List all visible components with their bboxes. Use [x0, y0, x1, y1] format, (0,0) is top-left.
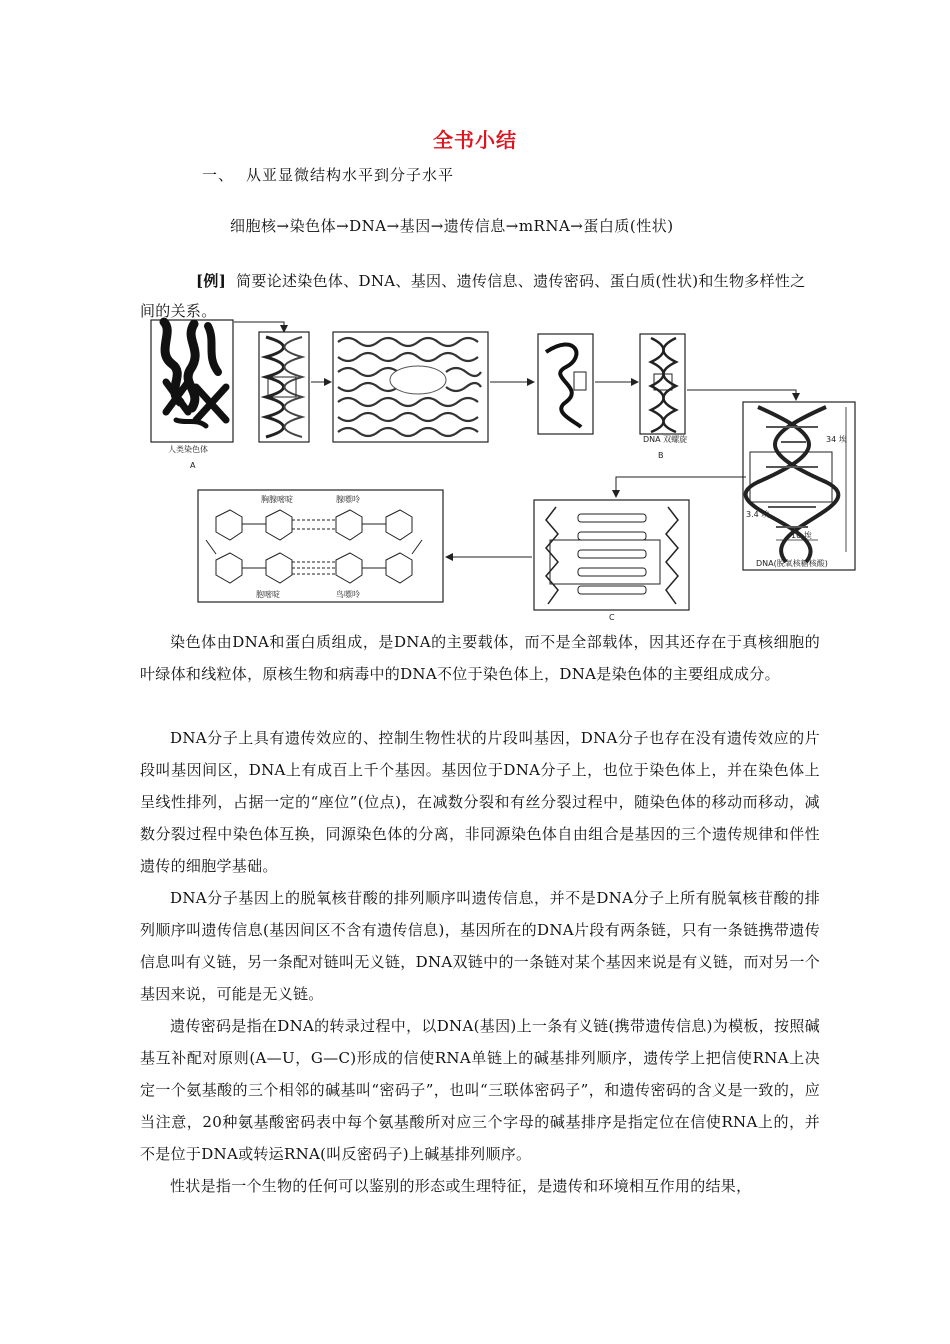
- dna-helix-small-panel: [640, 334, 687, 460]
- paragraph-5: 性状是指一个生物的任何可以鉴别的形态或生理特征，是遗传和环境相互作用的结果，: [170, 1177, 752, 1195]
- base-thymine: 胸腺嘧啶: [261, 495, 293, 504]
- example-tag: [例]: [196, 272, 227, 290]
- flow-sequence: 细胞核→染色体→DNA→基因→遗传信息→mRNA→蛋白质(性状): [230, 217, 674, 235]
- base-adenine: 腺嘌呤: [336, 495, 360, 504]
- dna-double-helix-caption: DNA 双螺旋: [643, 435, 688, 444]
- dna-loop-panel: [538, 334, 593, 434]
- chromatin-panel: [259, 332, 309, 442]
- length-3-4: 3.4 埃: [746, 510, 770, 519]
- base-guanine: 鸟嘌呤: [336, 590, 360, 599]
- base-pair-ladder-panel: [534, 500, 689, 622]
- chromosome-caption: 人类染色体: [168, 445, 208, 454]
- length-10: 10 埃: [791, 531, 812, 540]
- page-title: 全书小结: [433, 128, 517, 152]
- paragraph-3: DNA分子基因上的脱氧核苷酸的排列顺序叫遗传信息，并不是DNA分子上所有脱氧核苷酸的排列顺序叫遗传信息(基因间区不含有遗传信息)，基因所在的DNA片段有两条链，只有一条链携带遗传信息叫有义链，另一条配对链叫无义链，DNA双链中的一条链对某个基因来说是有义链，而对另一个基因来说，可能是无义链。: [140, 889, 820, 1003]
- label-c: C: [609, 613, 615, 622]
- label-a: A: [190, 461, 196, 470]
- section-number: 一、: [202, 166, 235, 184]
- base-cytosine: 胞嘧啶: [256, 590, 280, 599]
- chromosome-panel: [151, 320, 233, 470]
- dna-helix-large-panel: [743, 402, 855, 570]
- chromatin-fiber-panel: [333, 332, 488, 442]
- dna-structure-figure: [146, 312, 866, 622]
- paragraph-2: DNA分子上具有遗传效应的、控制生物性状的片段叫基因，DNA分子也存在没有遗传效应的片段叫基因间区，DNA上有成百上千个基因。基因位于DNA分子上，也位于染色体上，并在染色体上呈线性排列，占据一定的“座位”(位点)，在减数分裂和有丝分裂过程中，随染色体的移动而移动，减数分裂过程中染色体互换，同源染色体的分离，非同源染色体自由组合是基因的三个遗传规律和伴性遗传的细胞学基础。: [140, 729, 820, 875]
- dna-caption: DNA(脱氧核糖核酸): [756, 559, 828, 568]
- paragraph-4: 遗传密码是指在DNA的转录过程中，以DNA(基因)上一条有义链(携带遗传信息)为模板，按照碱基互补配对原则(A—U，G—C)形成的信使RNA单链上的碱基排列顺序，遗传学上把信使RNA上决定一个氨基酸的三个相邻的碱基叫“密码子”，也叫“三联体密码子”，和遗传密码的含义是一致的，应当注意，20种氨基酸密码表中每个氨基酸所对应三个字母的碱基排序是指定位在信使RNA上的，并不是位于DNA或转运RNA(叫反密码子)上碱基排列顺序。: [140, 1017, 820, 1163]
- section-title: 从亚显微结构水平到分子水平: [246, 166, 455, 184]
- length-34: 34 埃: [826, 435, 847, 444]
- label-b: B: [658, 451, 664, 460]
- paragraph-1: 染色体由DNA和蛋白质组成，是DNA的主要载体，而不是全部载体，因其还存在于真核细胞的叶绿体和线粒体，原核生物和病毒中的DNA不位于染色体上，DNA是染色体的主要组成成分。: [140, 633, 820, 683]
- base-chemistry-panel: [198, 490, 443, 602]
- section-heading: [202, 164, 454, 185]
- example-text: 简要论述染色体、DNA、基因、遗传信息、遗传密码、蛋白质(性状)和生物多样性之间的关系。: [140, 272, 806, 320]
